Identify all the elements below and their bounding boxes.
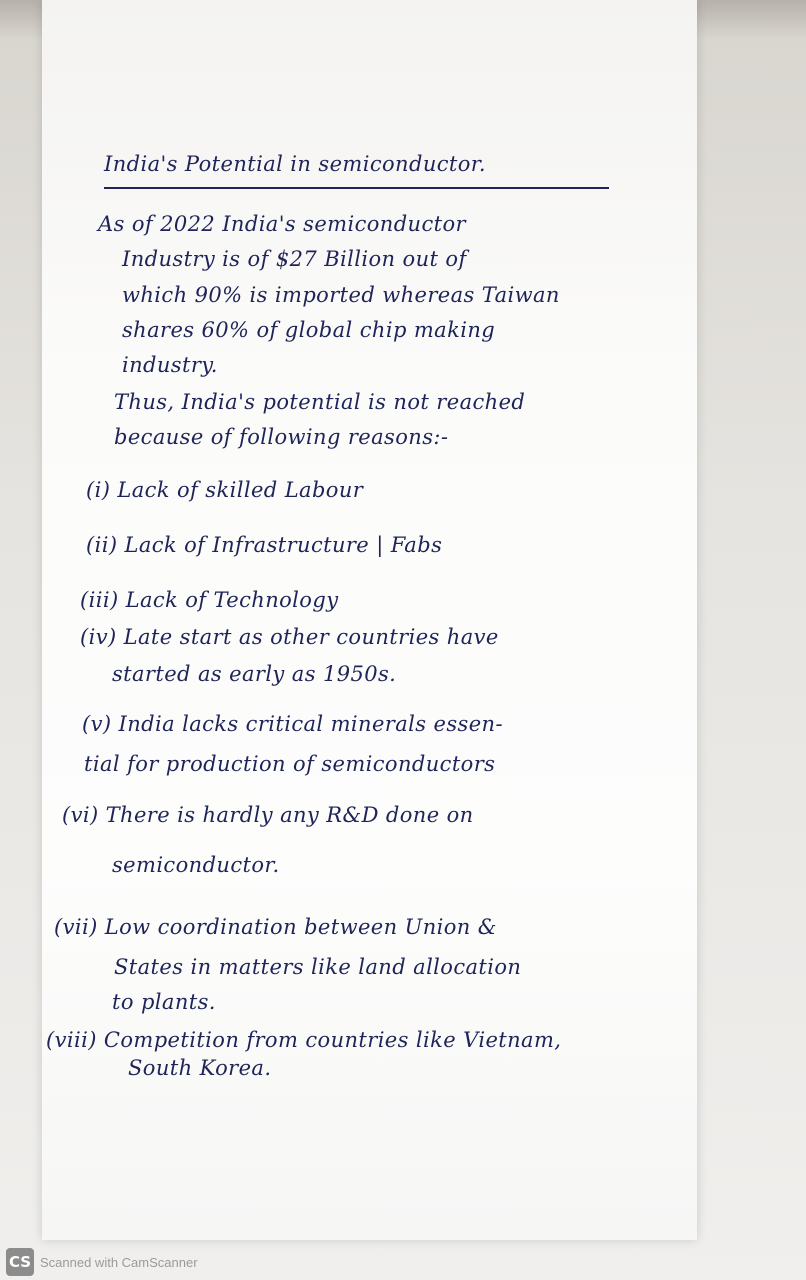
intro-line-6: Thus, India's potential is not reached bbox=[114, 390, 526, 414]
reason-2: (ii) Lack of Infrastructure | Fabs bbox=[86, 533, 443, 557]
reason-8-cont: South Korea. bbox=[128, 1056, 272, 1080]
handwritten-page bbox=[42, 0, 697, 1240]
reason-4: (iv) Late start as other countries have bbox=[80, 625, 499, 649]
reason-6: (vi) There is hardly any R&D done on bbox=[62, 803, 474, 827]
reason-8: (viii) Competition from countries like Vietnam, bbox=[46, 1028, 562, 1052]
intro-line-5: industry. bbox=[122, 353, 218, 377]
title-underline bbox=[104, 187, 609, 189]
page-title: India's Potential in semiconductor. bbox=[104, 152, 487, 176]
intro-line-4: shares 60% of global chip making bbox=[122, 318, 496, 342]
reason-5: (v) India lacks critical minerals essen- bbox=[82, 712, 503, 736]
reason-7: (vii) Low coordination between Union & bbox=[54, 915, 497, 939]
reason-5-cont: tial for production of semiconductors bbox=[84, 752, 496, 776]
intro-line-2: Industry is of $27 Billion out of bbox=[122, 247, 467, 271]
camscanner-logo: CS bbox=[6, 1248, 34, 1276]
camscanner-watermark bbox=[6, 1247, 198, 1277]
reason-4-cont: started as early as 1950s. bbox=[112, 662, 397, 686]
camscanner-text: Scanned with CamScanner bbox=[40, 1254, 198, 1270]
reason-7-cont-2: to plants. bbox=[112, 990, 216, 1014]
reason-6-cont: semiconductor. bbox=[112, 853, 280, 877]
reason-3: (iii) Lack of Technology bbox=[80, 588, 339, 612]
intro-line-7: because of following reasons:- bbox=[114, 425, 449, 449]
intro-line-1: As of 2022 India's semiconductor bbox=[98, 212, 466, 236]
reason-7-cont: States in matters like land allocation bbox=[114, 955, 522, 979]
reason-1: (i) Lack of skilled Labour bbox=[86, 478, 364, 502]
intro-line-3: which 90% is imported whereas Taiwan bbox=[122, 283, 560, 307]
